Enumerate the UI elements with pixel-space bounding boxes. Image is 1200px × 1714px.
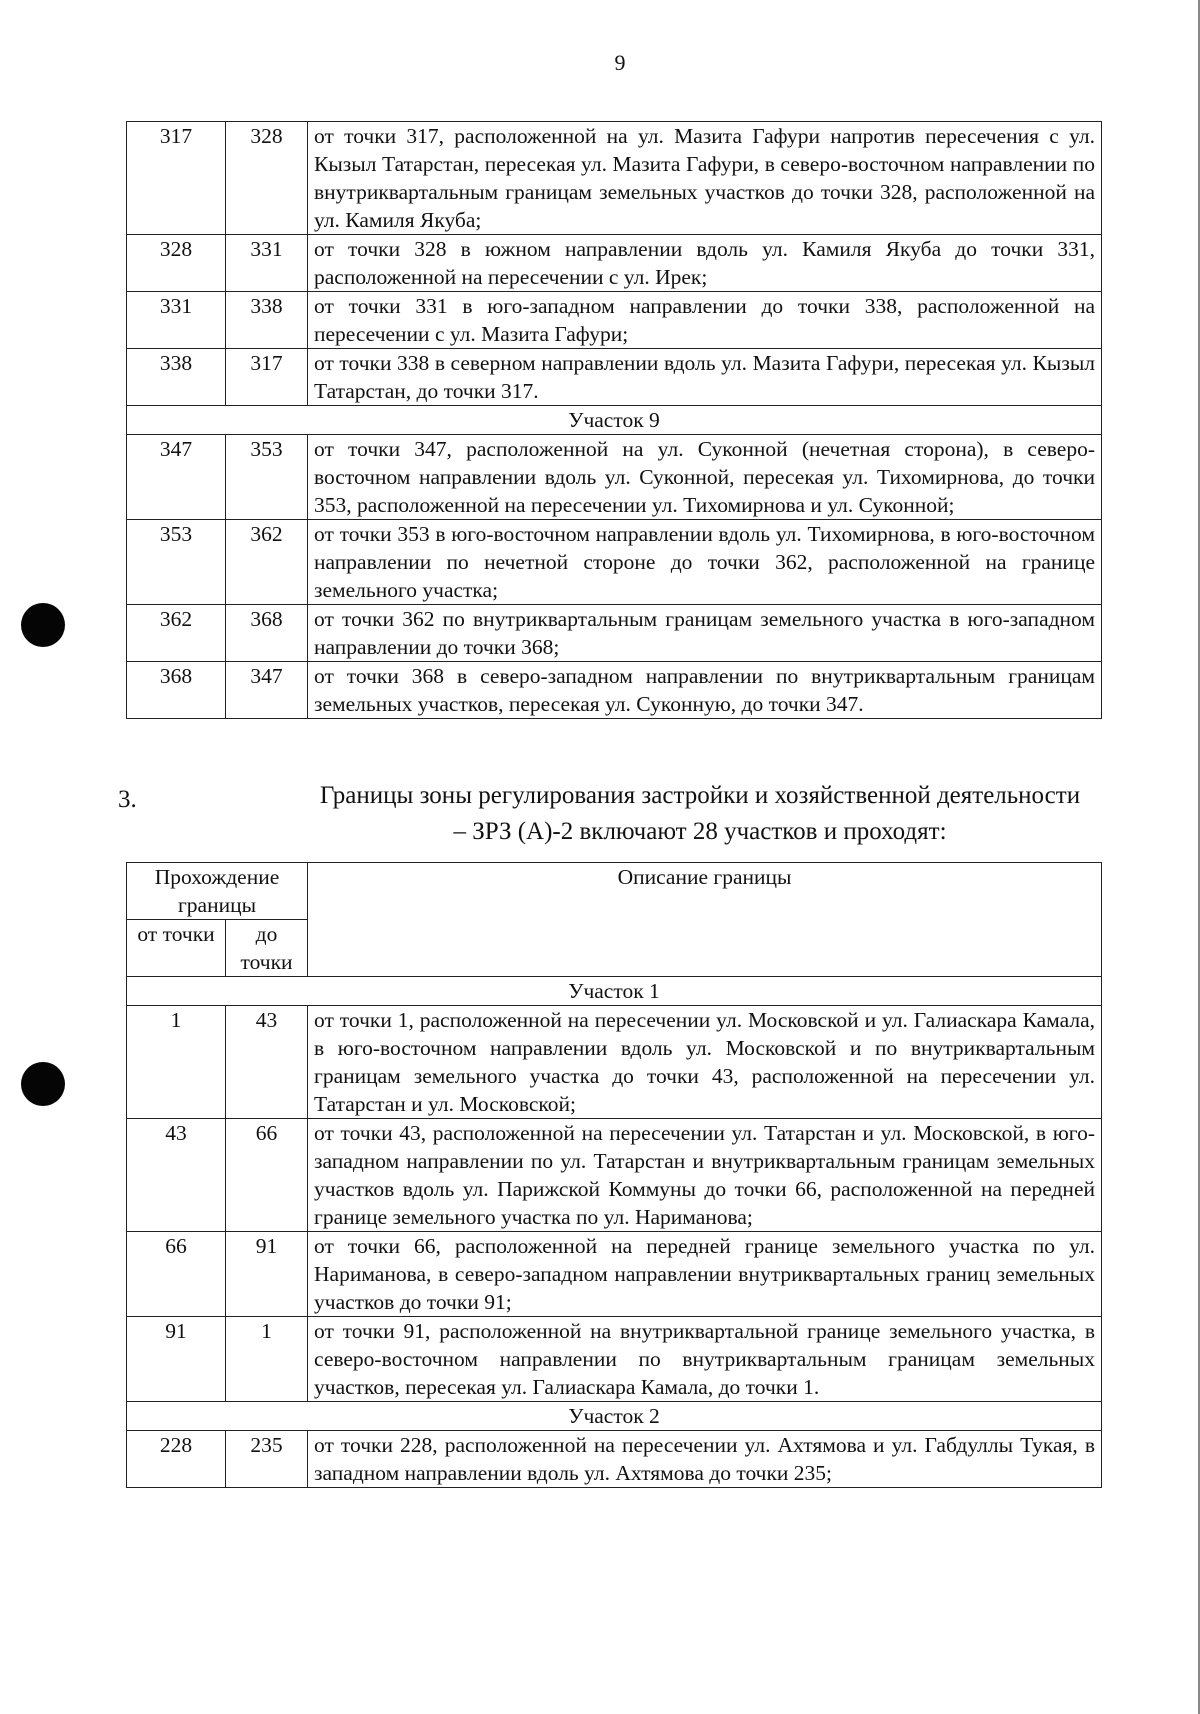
cell-to-point: 331	[226, 235, 308, 292]
cell-description: от точки 362 по внутриквартальным границам земельного участка в юго-западном направлении до точки 368;	[308, 605, 1102, 662]
section-label: Участок 9	[127, 406, 1102, 435]
cell-to-point: 328	[226, 122, 308, 235]
table-row	[127, 605, 1102, 662]
cell-from-point: 228	[127, 1431, 226, 1488]
cell-from-point: 317	[127, 122, 226, 235]
cell-to-point: 338	[226, 292, 308, 349]
cell-to-point: 1	[226, 1317, 308, 1402]
table-row	[127, 1431, 1102, 1488]
cell-from-point: 43	[127, 1119, 226, 1232]
header-description: Описание границы	[308, 863, 1102, 977]
table-row	[127, 520, 1102, 605]
table-body	[127, 122, 1102, 719]
table-row	[127, 662, 1102, 719]
cell-to-point: 368	[226, 605, 308, 662]
cell-from-point: 66	[127, 1232, 226, 1317]
punch-hole	[21, 603, 65, 647]
table-header	[127, 863, 1102, 977]
cell-to-point: 43	[226, 1006, 308, 1119]
boundary-table-zrz-a2	[126, 862, 1102, 1488]
cell-description: от точки 91, расположенной на внутриквартальной границе земельного участка, в северо-восточном направлении по внутриквартальным границам земельных участков, пересекая ул. Галиаскара Камала, до точки 1.	[308, 1317, 1102, 1402]
cell-description: от точки 338 в северном направлении вдоль ул. Мазита Гафури, пересекая ул. Кызыл Татарстан, до точки 317.	[308, 349, 1102, 406]
table-row	[127, 435, 1102, 520]
cell-description: от точки 353 в юго-восточном направлении вдоль ул. Тихомирнова, в юго-восточном направлении по нечетной стороне до точки 362, расположенной на границе земельного участка;	[308, 520, 1102, 605]
header-to: до точки	[226, 920, 308, 977]
section-heading-line: – ЗРЗ (А)-2 включают 28 участков и проходят:	[453, 818, 947, 845]
cell-to-point: 317	[226, 349, 308, 406]
cell-from-point: 338	[127, 349, 226, 406]
section-heading-line: Границы зоны регулирования застройки и хозяйственной деятельности	[319, 782, 1081, 809]
cell-from-point: 353	[127, 520, 226, 605]
cell-description: от точки 368 в северо-западном направлении по внутриквартальным границам земельных участков, пересекая ул. Суконную, до точки 347.	[308, 662, 1102, 719]
cell-from-point: 91	[127, 1317, 226, 1402]
section-row	[127, 406, 1102, 435]
page-number: 9	[614, 50, 626, 75]
section-label: Участок 2	[127, 1402, 1102, 1431]
section-label: Участок 1	[127, 977, 1102, 1006]
cell-description: от точки 328 в южном направлении вдоль ул. Камиля Якуба до точки 331, расположенной на пересечении с ул. Ирек;	[308, 235, 1102, 292]
cell-to-point: 91	[226, 1232, 308, 1317]
cell-from-point: 331	[127, 292, 226, 349]
header-passage: Прохождение границы	[127, 863, 308, 920]
table-row	[127, 122, 1102, 235]
table-row	[127, 292, 1102, 349]
section-row	[127, 1402, 1102, 1431]
header-from: от точки	[127, 920, 226, 977]
cell-description: от точки 228, расположенной на пересечении ул. Ахтямова и ул. Габдуллы Тукая, в западном направлении вдоль ул. Ахтямова до точки 235;	[308, 1431, 1102, 1488]
boundary-table-continued	[126, 121, 1102, 719]
section-row	[127, 977, 1102, 1006]
table-row	[127, 1232, 1102, 1317]
cell-from-point: 362	[127, 605, 226, 662]
cell-to-point: 347	[226, 662, 308, 719]
cell-to-point: 235	[226, 1431, 308, 1488]
cell-from-point: 368	[127, 662, 226, 719]
table-body	[127, 977, 1102, 1488]
cell-from-point: 328	[127, 235, 226, 292]
table-row	[127, 1119, 1102, 1232]
cell-description: от точки 331 в юго-западном направлении до точки 338, расположенной на пересечении с ул. Мазита Гафури;	[308, 292, 1102, 349]
cell-description: от точки 1, расположенной на пересечении ул. Московской и ул. Галиаскара Камала, в юго-восточном направлении вдоль ул. Московской и по внутриквартальным границам земельного участка до точки 43, расположенной на пересечении ул. Татарстан и ул. Московской;	[308, 1006, 1102, 1119]
cell-description: от точки 347, расположенной на ул. Суконной (нечетная сторона), в северо-восточном направлении вдоль ул. Суконной, пересекая ул. Тихомирнова, до точки 353, расположенной на пересечении ул. Тихомирнова и ул. Суконной;	[308, 435, 1102, 520]
section-number: 3.	[118, 786, 137, 813]
table-row	[127, 1006, 1102, 1119]
cell-description: от точки 43, расположенной на пересечении ул. Татарстан и ул. Московской, в юго-западном направлении по ул. Татарстан и внутриквартальным границам земельных участков вдоль ул. Парижской Коммуны до точки 66, расположенной на передней границе земельного участка по ул. Нариманова;	[308, 1119, 1102, 1232]
cell-to-point: 353	[226, 435, 308, 520]
cell-from-point: 347	[127, 435, 226, 520]
cell-to-point: 362	[226, 520, 308, 605]
table-row	[127, 235, 1102, 292]
cell-description: от точки 66, расположенной на передней границе земельного участка по ул. Нариманова, в северо-западном направлении внутриквартальных границ земельных участков до точки 91;	[308, 1232, 1102, 1317]
table-row	[127, 1317, 1102, 1402]
table-row	[127, 349, 1102, 406]
cell-description: от точки 317, расположенной на ул. Мазита Гафури напротив пересечения с ул. Кызыл Татарстан, пересекая ул. Мазита Гафури, в северо-восточном направлении по внутриквартальным границам земельных участков до точки 328, расположенной на ул. Камиля Якуба;	[308, 122, 1102, 235]
section-heading	[260, 778, 1140, 850]
cell-from-point: 1	[127, 1006, 226, 1119]
punch-hole	[21, 1062, 65, 1106]
cell-to-point: 66	[226, 1119, 308, 1232]
